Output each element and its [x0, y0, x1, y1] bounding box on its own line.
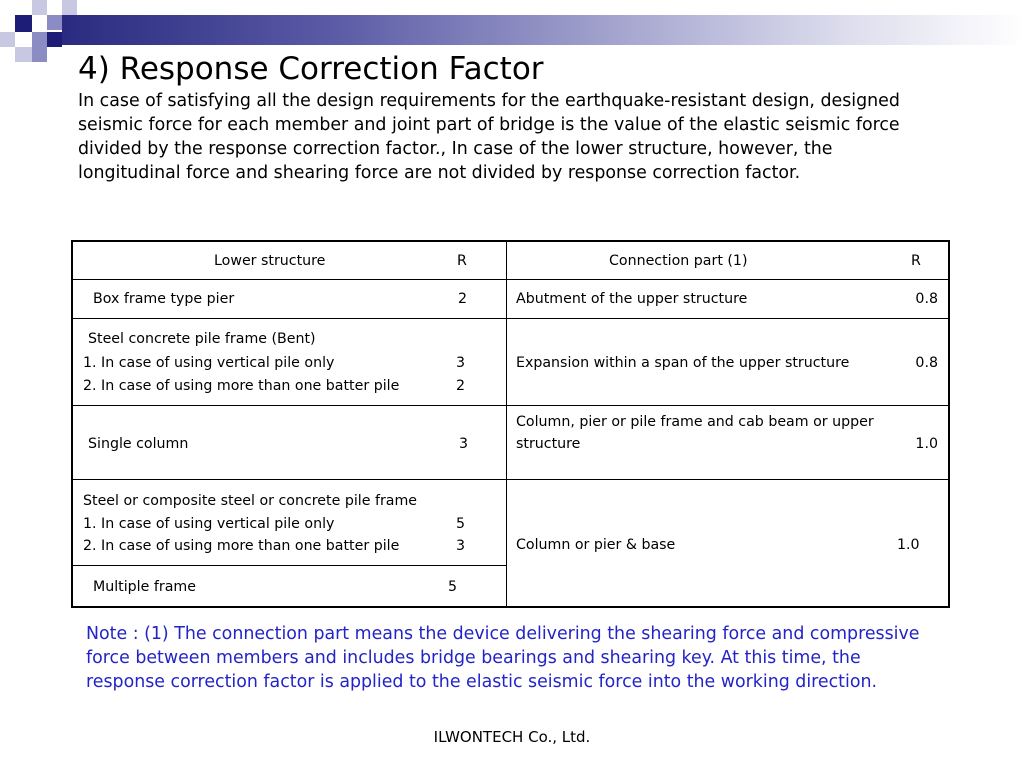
company-footer: ILWONTECH Co., Ltd. — [433, 728, 591, 746]
header-lower-structure: Lower structure — [214, 253, 326, 269]
header-square-mid-1 — [47, 15, 62, 30]
lower-steel-concrete-line2: 2. In case of using more than one batter pile — [83, 378, 400, 394]
header-square-light-4 — [15, 47, 32, 62]
connection-expansion-label: Expansion within a span of the upper structure — [516, 355, 850, 371]
table-row-divider — [73, 479, 948, 480]
header-connection-r: R — [911, 253, 921, 269]
connection-column-base-label: Column or pier & base — [516, 537, 676, 553]
lower-multiple-frame-label: Multiple frame — [93, 579, 196, 595]
slide-title: 4) Response Correction Factor — [78, 51, 544, 87]
connection-column-pier-line1: Column, pier or pile frame and cab beam or upper — [516, 414, 874, 430]
header-square-navy-1 — [15, 15, 32, 32]
table-row-divider — [73, 405, 948, 406]
table-column-divider — [506, 242, 507, 606]
table-row-divider — [73, 565, 506, 566]
lower-box-frame-value: 2 — [458, 291, 468, 307]
connection-column-pier-value: 1.0 — [915, 436, 938, 452]
lower-steel-composite-line2: 2. In case of using more than one batter pile — [83, 538, 400, 554]
lower-single-column-value: 3 — [459, 436, 469, 452]
table-row-divider — [73, 318, 948, 319]
connection-expansion-value: 0.8 — [915, 355, 938, 371]
lower-single-column-label: Single column — [88, 436, 189, 452]
lower-steel-concrete-line1: 1. In case of using vertical pile only — [83, 355, 335, 371]
lower-steel-composite-value2: 3 — [456, 538, 466, 554]
table-row-divider — [73, 279, 948, 280]
connection-column-base-value: 1.0 — [897, 537, 920, 553]
response-correction-table — [71, 240, 950, 608]
connection-abutment-label: Abutment of the upper structure — [516, 291, 748, 307]
header-connection-part: Connection part (1) — [609, 253, 748, 269]
connection-column-pier-line2: structure — [516, 436, 581, 452]
footnote: Note : (1) The connection part means the device delivering the shearing force and compressive force between members and includes bridge bearings and shearing key. At this time, the response correction factor is applied to the elastic seismic force into the working direction. — [86, 624, 920, 692]
lower-multiple-frame-value: 5 — [448, 579, 458, 595]
header-square-light-3 — [0, 32, 15, 47]
lower-steel-composite-title: Steel or composite steel or concrete pile frame — [83, 493, 418, 509]
lower-box-frame-label: Box frame type pier — [93, 291, 235, 307]
header-square-light-2 — [62, 0, 77, 15]
header-lower-r: R — [457, 253, 467, 269]
header-square-navy-2 — [47, 32, 62, 47]
intro-paragraph: In case of satisfying all the design requirements for the earthquake-resistant design, designed seismic force for each member and joint part of bridge is the value of the elastic seismic force divided by the response correction factor., In case of the lower structure, however, the longitudinal force and shearing force are not divided by response correction factor. — [78, 91, 900, 183]
header-square-mid-3 — [32, 47, 47, 62]
header-gradient-bar — [62, 15, 1024, 45]
lower-steel-concrete-value2: 2 — [456, 378, 466, 394]
lower-steel-concrete-value1: 3 — [456, 355, 466, 371]
header-square-mid-2 — [32, 32, 47, 47]
header-square-light-1 — [32, 0, 47, 15]
lower-steel-composite-value1: 5 — [456, 516, 466, 532]
lower-steel-concrete-title: Steel concrete pile frame (Bent) — [88, 331, 316, 347]
lower-steel-composite-line1: 1. In case of using vertical pile only — [83, 516, 335, 532]
connection-abutment-value: 0.8 — [915, 291, 938, 307]
